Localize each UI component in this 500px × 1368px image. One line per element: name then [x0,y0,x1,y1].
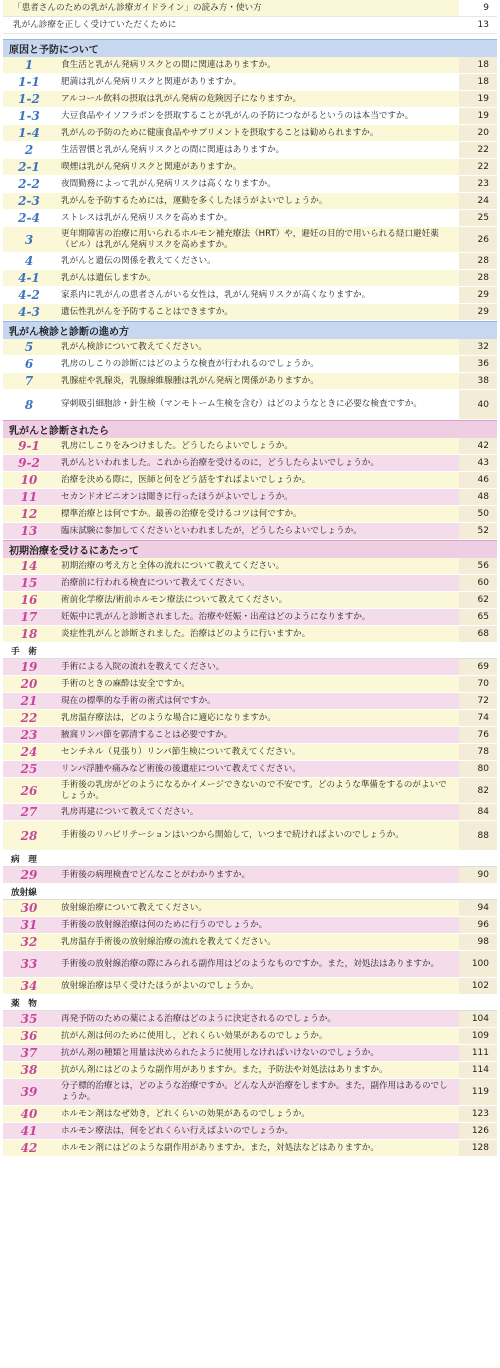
question-number: 7 [24,374,34,388]
page-number: 74 [459,710,497,726]
page-number: 40 [459,390,497,419]
question-number: 9-2 [18,456,40,470]
toc-item[interactable] [3,978,497,995]
section-header [3,39,497,57]
question-text: 大豆食品やイソフラボンを摂取することが乳がんの予防につながるというのは本当ですか。 [61,110,414,121]
toc-item[interactable] [3,142,497,159]
toc-item[interactable] [3,867,497,884]
question-number: 25 [20,762,38,776]
toc-item[interactable] [3,253,497,270]
question-text: 治療を決める際に，医師と何をどう話をすればよいでしょうか。 [61,474,311,485]
question-number: 1-4 [18,126,40,140]
toc-item[interactable] [3,778,497,804]
question-number: 5 [24,340,34,354]
page-number: 25 [459,210,497,226]
toc-item[interactable] [3,710,497,727]
question-text: ストレスは乳がん発病リスクを高めますか。 [61,212,233,223]
toc-item[interactable] [3,287,497,304]
question-number: 4-1 [18,271,40,285]
question-number: 13 [20,524,38,538]
question-text: 家系内に乳がんの患者さんがいる女性は，乳がん発病リスクが高くなりますか。 [61,289,371,300]
question-text: 乳がんと遺伝の関係を教えてください。 [61,255,216,266]
page-number: 52 [459,523,497,539]
question-number: 31 [20,918,38,932]
question-text: 肥満は乳がん発病リスクと関連がありますか。 [61,76,242,87]
toc-item[interactable] [3,1045,497,1062]
question-text: 更年期障害の治療に用いられるホルモン補充療法（HRT）や，避妊の目的で用いられる経口避妊薬（ピル）は乳がん発病リスクを高めますか。 [61,228,439,250]
question-text: 炎症性乳がんと診断されました。治療はどのように行いますか。 [61,628,311,639]
section-header [3,420,497,438]
section-title: 原因と予防について [9,45,99,56]
question-text: 乳がんは遺伝しますか。 [61,272,156,283]
page-number: 68 [459,626,497,642]
question-text: 乳がんといわれました。これから治療を受けるのに，どうしたらよいでしょうか。 [61,457,379,468]
page-number: 18 [459,57,497,73]
section-header [3,540,497,558]
toc-item[interactable] [3,676,497,693]
page-number: 48 [459,489,497,505]
intro-text: 「患者さんのための乳がん診療ガイドライン」の読み方・使い方 [13,2,262,13]
page-number: 98 [459,934,497,950]
page-number: 62 [459,592,497,608]
question-number: 4-2 [18,288,40,302]
question-text: 食生活と乳がん発病リスクとの間に関連はありますか。 [61,59,276,70]
question-number: 19 [20,660,38,674]
page-number: 102 [459,978,497,994]
question-number: 16 [20,593,38,607]
page-number: 69 [459,659,497,675]
question-text: 乳がんを予防するためには，運動を多くしたほうがよいでしょうか。 [61,195,328,206]
question-number: 11 [20,490,38,504]
question-text: 乳房にしこりをみつけました。どうしたらよいでしょうか。 [61,440,293,451]
page-number: 24 [459,193,497,209]
question-text: 乳がん検診について教えてください。 [61,341,207,352]
question-number: 39 [20,1085,38,1099]
question-text: 治療前に行われる検査について教えてください。 [61,577,250,588]
page-number: 82 [459,778,497,803]
question-text: 再発予防のための薬による治療はどのように決定されるのでしょうか。 [61,1013,337,1024]
question-text: 標準治療とは何ですか。最善の治療を受けるコツは何ですか。 [61,508,302,519]
toc-item[interactable] [3,575,497,592]
question-text: 妊娠中に乳がんと診断されました。治療や妊娠・出産はどのようになりますか。 [61,611,371,622]
question-text: 手術後の乳房がどのようになるかイメージできないので不安です。どのような準備をするのがよいでしょうか。 [61,779,447,801]
toc-item[interactable] [3,900,497,917]
section-title: 初期治療を受けるにあたって [9,546,139,557]
page-number: 46 [459,472,497,488]
question-number: 24 [20,745,38,759]
toc-item[interactable] [3,356,497,373]
question-number: 2-1 [18,160,40,174]
page-number: 65 [459,609,497,625]
toc-item[interactable] [3,506,497,523]
question-number: 27 [20,805,38,819]
page-number: 18 [459,74,497,90]
subsection-title: 薬 物 [11,998,37,1009]
question-text: 術前化学療法/術前ホルモン療法について教えてください。 [61,594,288,605]
page-number: 43 [459,455,497,471]
toc-item[interactable] [3,438,497,455]
page-column [459,851,497,866]
page-number: 80 [459,761,497,777]
toc-item[interactable] [3,91,497,108]
toc-item[interactable] [3,108,497,125]
toc-item[interactable] [3,1062,497,1079]
section-header [3,321,497,339]
question-text: センチネル（見張り）リンパ節生検について教えてください。 [61,746,301,757]
page-number: 78 [459,744,497,760]
toc-item[interactable] [3,489,497,506]
page-number: 20 [459,125,497,141]
question-text: ホルモン剤はなぜ効き，どれくらいの効果があるのでしょうか。 [61,1108,310,1119]
subsection-header [3,643,497,659]
question-number: 1-2 [18,92,40,106]
question-text: 乳腺症や乳腺炎，乳腺線維腺腫は乳がん発病と関係がありますか。 [61,375,319,386]
page-number: 88 [459,821,497,850]
question-number: 17 [20,610,38,624]
toc-item[interactable] [3,176,497,193]
question-text: 手術による入院の流れを教えてください。 [61,661,225,672]
page-number: 36 [459,356,497,372]
toc-item[interactable] [3,159,497,176]
toc-item[interactable] [3,1028,497,1045]
page-number: 9 [459,0,497,16]
toc-item[interactable] [3,693,497,710]
question-text: 抗がん剤の種類と用量は決められたように使用しなければいけないのでしょうか。 [61,1047,379,1058]
question-text: 臨床試験に参加してくださいといわれましたが，どうしたらよいでしょうか。 [61,525,362,536]
question-text: 分子標的治療とは，どのような治療ですか。どんな人が治療をしますか。また，副作用はあるのでしょうか。 [61,1081,448,1102]
page-number: 19 [459,108,497,124]
subsection-header [3,851,497,867]
question-text: アルコール飲料の摂取は乳がん発病の危険因子になりますか。 [61,93,302,104]
question-text: 放射線治療は早く受けたほうがよいのでしょうか。 [61,980,259,991]
page-number: 111 [459,1045,497,1061]
toc-item[interactable] [3,804,497,821]
subsection-title: 放射線 [11,887,37,898]
page-number: 56 [459,558,497,574]
page-number: 13 [459,17,497,33]
question-number: 1 [24,58,34,72]
question-number: 4 [24,254,34,268]
question-text: 乳房のしこりの診断にはどのような検査が行われるのでしょうか。 [61,358,319,369]
page-number: 29 [459,304,497,320]
toc-item[interactable] [3,227,497,253]
page-number: 60 [459,575,497,591]
question-text: 現在の標準的な手術の術式は何ですか。 [61,695,216,706]
toc-item[interactable] [3,339,497,356]
question-number: 18 [20,627,38,641]
page-number: 96 [459,917,497,933]
section-title: 乳がんと診断されたら [9,426,109,437]
toc-item[interactable] [3,523,497,540]
question-number: 28 [20,828,38,843]
question-number: 33 [20,957,38,971]
toc-item[interactable] [3,1079,497,1106]
question-text: 乳がんの予防のために健康食品やサプリメントを摂取することは勧められますか。 [61,127,379,138]
toc-item[interactable] [3,270,497,287]
page-number: 50 [459,506,497,522]
intro-text: 乳がん診療を正しく受けていただくために [13,19,177,30]
question-number: 10 [20,473,38,487]
question-text: 手術後の病理検査でどんなことがわかりますか。 [61,869,251,880]
question-text: 手術後のリハビリテーションはいつから開始して，いつまで続ければよいのでしょうか。 [61,830,404,840]
toc-item[interactable] [3,1011,497,1028]
intro-row[interactable] [3,17,497,34]
toc-item[interactable] [3,626,497,643]
question-text: 穿刺吸引細胞診・針生検（マンモトーム生検を含む）はどのようなときに必要な検査ですか。 [61,399,422,409]
page-number: 126 [459,1123,497,1139]
page-column [459,643,497,658]
question-text: 初期治療の考え方と全体の流れについて教えてください。 [61,560,285,571]
question-text: 乳房温存手術後の放射線治療の流れを教えてください。 [61,936,276,947]
toc-item[interactable] [3,373,497,390]
question-number: 30 [20,901,38,915]
toc-item[interactable] [3,934,497,951]
page-number: 29 [459,287,497,303]
question-number: 2 [24,143,34,157]
toc-item[interactable] [3,761,497,778]
toc-item[interactable] [3,744,497,761]
question-text: 放射線治療について教えてください。 [61,902,207,913]
page-column [459,995,497,1010]
toc-item[interactable] [3,193,497,210]
question-number: 23 [20,728,38,742]
question-number: 6 [24,357,34,371]
page-number: 90 [459,867,497,883]
question-text: 手術のときの麻酔は安全ですか。 [61,678,190,689]
subsection-header [3,884,497,900]
page-number: 84 [459,804,497,820]
question-text: ホルモン療法は，何をどれくらい行えばよいのでしょうか。 [61,1125,294,1136]
question-number: 29 [20,868,38,882]
intro-row[interactable] [3,0,497,17]
toc-item[interactable] [3,1123,497,1140]
page-number: 76 [459,727,497,743]
question-number: 37 [20,1046,38,1060]
question-text: 乳房再建について教えてください。 [61,806,199,817]
question-number: 1-3 [18,109,40,123]
page-number: 128 [459,1140,497,1156]
question-number: 38 [20,1063,38,1077]
question-number: 2-4 [18,211,40,225]
page-column [459,884,497,899]
page-number: 70 [459,676,497,692]
question-number: 9-1 [18,439,40,453]
page-number: 104 [459,1011,497,1027]
toc-item[interactable] [3,659,497,676]
question-number: 2-3 [18,194,40,208]
question-number: 35 [20,1012,38,1026]
subsection-title: 手 術 [11,646,37,657]
question-text: 生活習慣と乳がん発病リスクとの間に関連はありますか。 [61,144,285,155]
question-text: ホルモン剤にはどのような副作用がありますか。また，対処法などはありますか。 [61,1142,379,1153]
page-number: 23 [459,176,497,192]
toc-item[interactable] [3,1106,497,1123]
question-number: 12 [20,507,38,521]
question-number: 26 [20,783,38,798]
question-text: リンパ浮腫や痛みなど術後の後遺症について教えてください。 [61,763,301,774]
question-number: 40 [20,1107,38,1121]
question-text: 夜間勤務によって乳がん発病リスクは高くなりますか。 [61,178,276,189]
toc-item[interactable] [3,74,497,91]
toc-item[interactable] [3,951,497,978]
page-number: 38 [459,373,497,389]
subsection-header [3,995,497,1011]
page-number: 28 [459,253,497,269]
toc-item[interactable] [3,455,497,472]
toc-item[interactable] [3,390,497,420]
toc-item[interactable] [3,592,497,609]
toc-item[interactable] [3,125,497,142]
question-text: 喫煙は乳がん発病リスクと関連がありますか。 [61,161,242,172]
question-text: 乳房温存療法は，どのような場合に適応になりますか。 [61,712,276,723]
subsection-title: 病 理 [11,854,37,865]
question-text: 抗がん剤は何のために使用し，どれくらい効果があるのでしょうか。 [61,1030,328,1041]
toc-item[interactable] [3,609,497,626]
question-text: 腋窩リンパ節を郭清することは必要ですか。 [61,729,233,740]
page-number: 26 [459,227,497,252]
question-number: 14 [20,559,38,573]
question-text: 遺伝性乳がんを予防することはできますか。 [61,306,233,317]
page-number: 94 [459,900,497,916]
page-number: 32 [459,339,497,355]
toc-item[interactable] [3,821,497,851]
page-number: 22 [459,159,497,175]
question-number: 21 [20,694,38,708]
page-number: 119 [459,1079,497,1105]
toc-item[interactable] [3,57,497,74]
question-number: 20 [20,677,38,691]
table-of-contents [3,0,497,1157]
page-number: 123 [459,1106,497,1122]
section-title: 乳がん検診と診断の進め方 [9,327,129,338]
question-number: 8 [24,397,34,412]
question-number: 32 [20,935,38,949]
question-number: 2-2 [18,177,40,191]
toc-item[interactable] [3,304,497,321]
page-number: 72 [459,693,497,709]
page-number: 42 [459,438,497,454]
question-text: 手術後の放射線治療の際にみられる副作用はどのようなものですか。また，対処法はありますか。 [61,958,440,969]
question-number: 34 [20,979,38,993]
toc-item[interactable] [3,472,497,489]
question-number: 1-1 [18,75,40,89]
toc-item[interactable] [3,917,497,934]
toc-item[interactable] [3,727,497,744]
question-number: 41 [20,1124,38,1138]
toc-item[interactable] [3,210,497,227]
page-number: 114 [459,1062,497,1078]
question-text: 抗がん剤にはどのような副作用がありますか。また，予防法や対処法はありますか。 [61,1064,388,1075]
question-text: 手術後の放射線治療は何のために行うのでしょうか。 [61,919,268,930]
page-number: 109 [459,1028,497,1044]
page-number: 100 [459,951,497,977]
page-number: 19 [459,91,497,107]
question-number: 4-3 [18,305,40,319]
question-number: 3 [24,232,34,247]
question-number: 15 [20,576,38,590]
question-number: 42 [20,1141,38,1155]
question-number: 36 [20,1029,38,1043]
toc-item[interactable] [3,558,497,575]
toc-item[interactable] [3,1140,497,1157]
page-number: 28 [459,270,497,286]
question-number: 22 [20,711,38,725]
question-text: セカンドオピニオンは聞きに行ったほうがよいでしょうか。 [61,491,293,502]
page-number: 22 [459,142,497,158]
